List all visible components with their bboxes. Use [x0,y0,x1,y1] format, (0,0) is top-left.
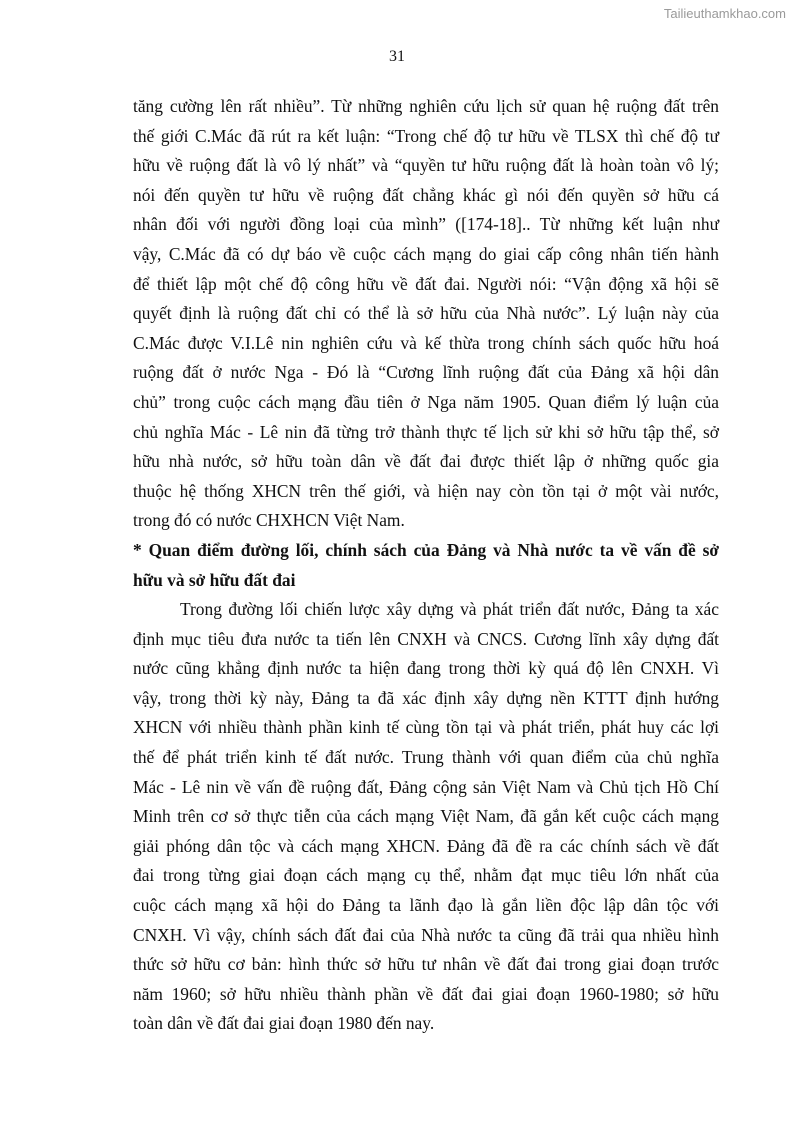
text-line: nước cũng khẳng định nước ta hiện đang trong thời kỳ quá độ lên CNXH. Vì [133,658,719,679]
text-line: đai trong từng giai đoạn cách mạng cụ thể, nhằm đạt mục tiêu lớn nhất của [133,865,719,886]
text-line: nhân đối với người đồng loại của mình” ([174-18].. Từ những kết luận như [133,214,719,235]
text-line: thế giới C.Mác đã rút ra kết luận: “Trong chế độ tư hữu về TLSX thì chế độ tư [133,125,719,146]
text-line: trong đó có nước CHXHCN Việt Nam. [133,510,405,531]
heading-line: * Quan điểm đường lối, chính sách của Đảng và Nhà nước ta về vấn đề sở [133,539,719,560]
heading-line: hữu và sở hữu đất đai [133,569,296,590]
text-line: toàn dân về đất đai giai đoạn 1980 đến nay. [133,1013,435,1034]
text-line: chủ nghĩa Mác - Lê nin đã từng trở thành thực tế lịch sử khi sở hữu tập thể, sở [133,421,719,442]
text-line: chủ” trong cuộc cách mạng đầu tiên ở Nga năm 1905. Quan điểm lý luận của [133,391,719,412]
text-line: giải phóng dân tộc và cách mạng XHCN. Đảng đã đề ra các chính sách về đất [133,835,719,856]
text-line: hữu nhà nước, sở hữu toàn dân về đất đai được thiết lập ở những quốc gia [133,451,719,472]
section-heading [133,536,719,595]
paragraph-party-policy [133,595,719,1039]
text-line: vậy, trong thời kỳ này, Đảng ta đã xác định xây dựng nền KTTT định hướng [133,687,719,708]
text-line: CNXH. Vì vậy, chính sách đất đai của Nhà nước ta cũng đã trải qua nhiều hình [133,924,719,945]
text-line: Minh trên cơ sở thực tiễn của cách mạng Việt Nam, đã gắn kết cuộc cách mạng [133,806,719,827]
text-line: năm 1960; sở hữu nhiều thành phần về đất đai giai đoạn 1960-1980; sở hữu [133,983,719,1004]
text-line: hữu về ruộng đất là vô lý nhất” và “quyền tư hữu ruộng đất là hoàn toàn vô lý; [133,155,719,176]
text-line: để thiết lập một chế độ công hữu về đất đai. Người nói: “Vận động xã hội sẽ [133,273,719,294]
paragraph-marx-theory [133,92,719,536]
text-line: Trong đường lối chiến lược xây dựng và phát triển đất nước, Đảng ta xác [180,599,719,620]
document-body [133,92,719,1039]
page-number: 31 [389,48,405,65]
text-line: thế để phát triển kinh tế đất nước. Trung thành với quan điểm của chủ nghĩa [133,747,719,768]
text-line: thuộc hệ thống XHCN trên thế giới, và hiện nay còn tồn tại ở một vài nước, [133,480,719,501]
text-line: XHCN với nhiều thành phần kinh tế cùng tồn tại và phát triển, phát huy các lợi [133,717,719,738]
text-line: thức sở hữu cơ bản: hình thức sở hữu tư nhân về đất đai trong giai đoạn trước [133,954,719,975]
text-line: định mục tiêu đưa nước ta tiến lên CNXH và CNCS. Cương lĩnh xây dựng đất [133,628,719,649]
text-line: Mác - Lê nin về vấn đề ruộng đất, Đảng cộng sản Việt Nam và Chủ tịch Hồ Chí [133,776,719,797]
text-line: cuộc cách mạng xã hội do Đảng ta lãnh đạo là gắn liền độc lập dân tộc với [133,895,719,916]
text-line: vậy, C.Mác đã có dự báo về cuộc cách mạng do giai cấp công nhân tiến hành [133,243,719,264]
watermark-text: Tailieuthamkhao.com [663,6,786,21]
text-line: quyết định là ruộng đất chỉ có thể là sở hữu của Nhà nước”. Lý luận này của [133,303,719,324]
text-line: ruộng đất ở nước Nga - Đó là “Cương lĩnh ruộng đất của Đảng xã hội dân [133,362,719,383]
text-line: tăng cường lên rất nhiều”. Từ những nghiên cứu lịch sử quan hệ ruộng đất trên [133,96,719,116]
text-line: nói đến quyền tư hữu về ruộng đất chẳng khác gì nói đến quyền sở hữu cá [133,184,719,205]
text-line: C.Mác được V.I.Lê nin nghiên cứu và kế thừa trong chính sách quốc hữu hoá [133,332,719,353]
